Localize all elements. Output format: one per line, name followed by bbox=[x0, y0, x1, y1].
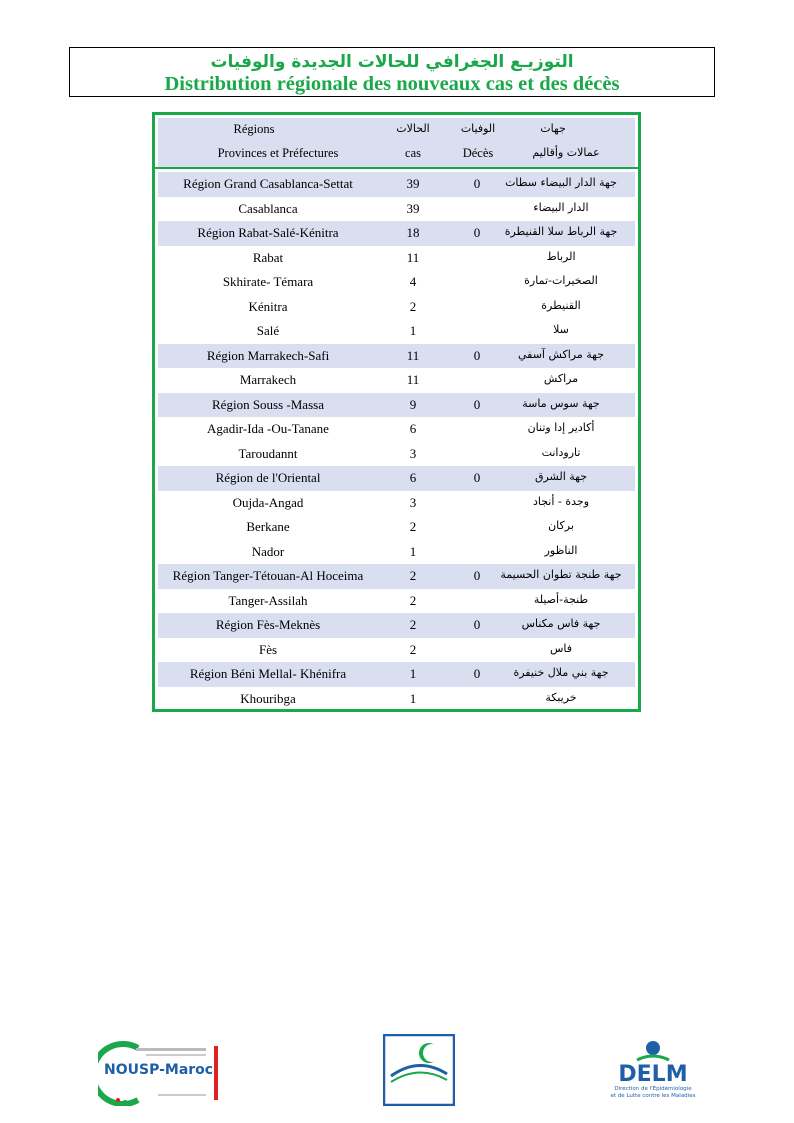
row-name-ar: تارودانت bbox=[541, 445, 581, 459]
row-name-ar: جهة سوس ماسة bbox=[522, 396, 600, 410]
row-name-fr: Région Béni Mellal- Khénifra bbox=[189, 666, 347, 681]
row-name-ar: الرباط bbox=[546, 249, 576, 263]
province-row bbox=[158, 270, 635, 295]
header-regions-fr: Régions bbox=[233, 122, 275, 136]
province-row bbox=[158, 687, 635, 712]
row-name-fr: Région de l'Oriental bbox=[215, 470, 321, 485]
row-deaths: 0 bbox=[473, 617, 481, 632]
ministry-logo bbox=[383, 1034, 455, 1106]
row-cases: 6 bbox=[409, 421, 417, 436]
region-row bbox=[158, 564, 635, 589]
row-name-fr: Oujda-Angad bbox=[232, 494, 304, 510]
row-deaths: 0 bbox=[473, 396, 481, 412]
row-name-ar: جهة بني ملال خنيفرة bbox=[513, 666, 609, 679]
row-name-ar: أكادير إدا وتنان bbox=[527, 421, 595, 434]
row-name-ar: طنجة-أصيلة bbox=[533, 592, 589, 606]
row-name-fr: Khouribga bbox=[240, 690, 296, 706]
nousp-logo bbox=[98, 1040, 222, 1106]
row-cases: 1 bbox=[409, 666, 417, 681]
row-cases: 3 bbox=[409, 494, 417, 510]
row-name-ar: مراكش bbox=[543, 372, 579, 385]
region-row bbox=[158, 172, 635, 197]
delm-subtitle-1: Direction de l'Epidémiologie bbox=[614, 1086, 692, 1092]
row-name-fr: Casablanca bbox=[238, 200, 298, 216]
row-name-fr: Taroudannt bbox=[238, 445, 298, 461]
row-name-ar: جهة الدار البيضاء سطات bbox=[505, 176, 617, 189]
header-provinces-fr: Provinces et Préfectures bbox=[217, 146, 339, 160]
header-divider bbox=[155, 167, 638, 169]
row-cases: 2 bbox=[409, 568, 417, 583]
row-name-fr: Marrakech bbox=[239, 372, 297, 387]
header-provinces-ar: عمالات وأقاليم bbox=[532, 146, 600, 159]
row-cases: 2 bbox=[409, 617, 417, 632]
row-name-ar: جهة مراكش آسفي bbox=[517, 347, 605, 361]
region-row bbox=[158, 466, 635, 491]
region-row bbox=[158, 393, 635, 418]
row-name-fr: Nador bbox=[251, 543, 285, 559]
crescent-icon bbox=[383, 1034, 455, 1106]
province-row bbox=[158, 442, 635, 467]
row-deaths: 0 bbox=[473, 666, 481, 681]
row-name-fr: Région Marrakech-Safi bbox=[206, 347, 330, 363]
header-deaths-fr: Décès bbox=[462, 146, 494, 160]
row-cases: 11 bbox=[406, 347, 420, 363]
delm-emblem-icon bbox=[633, 1038, 673, 1064]
row-name-ar: خريبكة bbox=[545, 690, 577, 704]
header-cases-fr: cas bbox=[405, 146, 421, 160]
region-row bbox=[158, 344, 635, 369]
row-deaths: 0 bbox=[473, 225, 481, 240]
region-row bbox=[158, 662, 635, 687]
region-row bbox=[158, 613, 635, 638]
row-deaths: 0 bbox=[473, 176, 481, 191]
row-name-fr: Fès bbox=[258, 641, 278, 657]
row-cases: 6 bbox=[409, 470, 417, 485]
row-cases: 2 bbox=[409, 298, 417, 314]
row-cases: 3 bbox=[409, 445, 417, 461]
row-name-fr: Région Fès-Meknès bbox=[215, 617, 321, 632]
row-cases: 2 bbox=[409, 641, 417, 657]
title-french: Distribution régionale des nouveaux cas et des décès bbox=[164, 73, 620, 95]
row-cases: 4 bbox=[409, 274, 417, 289]
region-row bbox=[158, 221, 635, 246]
title-arabic: التوزيـع الجغرافي للحالات الجديدة والوفيات bbox=[210, 52, 574, 72]
regional-distribution-table bbox=[152, 112, 641, 712]
province-row bbox=[158, 515, 635, 540]
row-cases: 11 bbox=[406, 249, 420, 265]
row-cases: 39 bbox=[406, 200, 420, 216]
province-row bbox=[158, 638, 635, 663]
row-cases: 2 bbox=[409, 519, 417, 534]
row-name-fr: Kénitra bbox=[248, 298, 288, 314]
row-name-fr: Tanger-Assilah bbox=[228, 592, 308, 608]
row-name-ar: الصخيرات-تمارة bbox=[524, 274, 598, 287]
province-row bbox=[158, 491, 635, 516]
province-row bbox=[158, 540, 635, 565]
table-body bbox=[158, 172, 635, 711]
row-name-fr: Rabat bbox=[252, 249, 284, 265]
row-cases: 1 bbox=[409, 543, 417, 559]
row-name-fr: Berkane bbox=[246, 519, 290, 534]
row-name-fr: Région Rabat-Salé-Kénitra bbox=[197, 225, 339, 240]
row-name-fr: Skhirate- Témara bbox=[222, 274, 314, 289]
row-deaths: 0 bbox=[473, 347, 481, 363]
row-name-fr: Salé bbox=[256, 323, 280, 338]
province-row bbox=[158, 589, 635, 614]
province-row bbox=[158, 197, 635, 222]
row-name-fr: Région Grand Casablanca-Settat bbox=[183, 176, 353, 191]
row-name-ar: الناظور bbox=[544, 543, 578, 557]
row-deaths: 0 bbox=[473, 470, 481, 485]
delm-logo-text: DELM bbox=[618, 1062, 688, 1087]
nousp-logo-text: NOUSP-Maroc bbox=[104, 1062, 214, 1078]
row-cases: 2 bbox=[409, 592, 417, 608]
row-name-ar: بركان bbox=[548, 519, 574, 532]
row-name-ar: الدار البيضاء bbox=[533, 200, 589, 214]
row-cases: 18 bbox=[406, 225, 420, 240]
row-cases: 39 bbox=[406, 176, 420, 191]
province-row bbox=[158, 246, 635, 271]
row-cases: 1 bbox=[409, 323, 417, 338]
delm-subtitle-2: et de Lutte contre les Maladies bbox=[610, 1093, 696, 1099]
header-cases-ar: الحالات bbox=[396, 122, 430, 135]
row-name-ar: جهة طنجة تطوان الحسيمة bbox=[500, 568, 622, 581]
document-title-box bbox=[69, 47, 715, 97]
row-name-ar: جهة الشرق bbox=[534, 470, 588, 483]
row-name-ar: وجدة - أنجاد bbox=[532, 494, 590, 508]
row-name-ar: فاس bbox=[549, 641, 573, 655]
row-name-fr: Région Tanger-Tétouan-Al Hoceima bbox=[172, 568, 364, 583]
province-row bbox=[158, 319, 635, 344]
row-name-fr: Région Souss -Massa bbox=[212, 396, 324, 412]
row-cases: 9 bbox=[409, 396, 417, 412]
table-header bbox=[158, 118, 635, 169]
row-name-ar: سلا bbox=[553, 323, 569, 336]
province-row bbox=[158, 295, 635, 320]
row-name-ar: جهة فاس مكناس bbox=[521, 617, 601, 630]
row-cases: 11 bbox=[406, 372, 420, 387]
row-name-ar: جهة الرباط سلا القنيطرة bbox=[504, 225, 618, 238]
province-row bbox=[158, 368, 635, 393]
province-row bbox=[158, 417, 635, 442]
header-regions-ar: جهات bbox=[540, 122, 566, 135]
row-cases: 1 bbox=[409, 690, 417, 706]
delm-logo bbox=[606, 1038, 700, 1106]
header-deaths-ar: الوفيات bbox=[460, 122, 496, 135]
row-deaths: 0 bbox=[473, 568, 481, 583]
row-name-fr: Agadir-Ida -Ou-Tanane bbox=[207, 421, 329, 436]
row-name-ar: القنيطرة bbox=[541, 298, 581, 312]
